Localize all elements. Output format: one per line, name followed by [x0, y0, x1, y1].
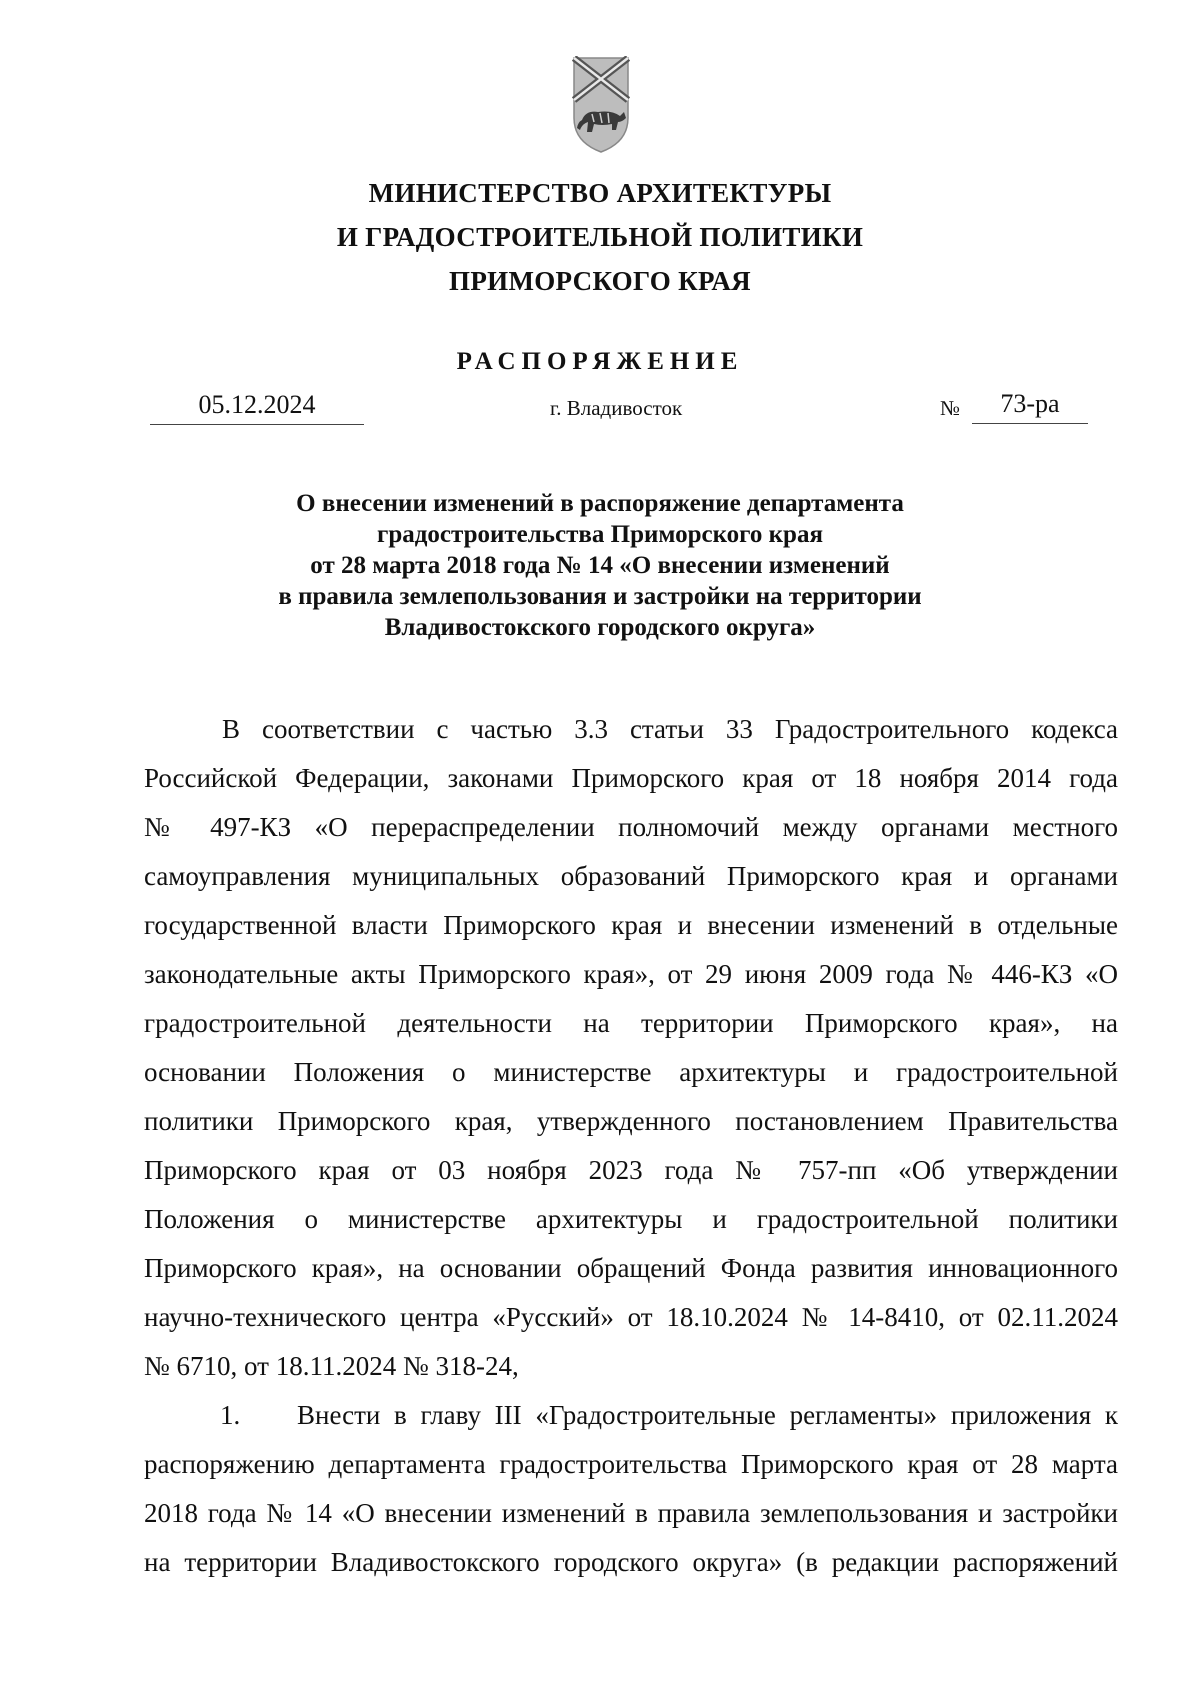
preamble-line: научно-технического центра «Русский» от 18.10.2024 № 14-8410, от 02.11.2024: [144, 1302, 1118, 1332]
document-type: РАСПОРЯЖЕНИЕ: [456, 348, 744, 375]
ministry-name-line-2: И ГРАДОСТРОИТЕЛЬНОЙ ПОЛИТИКИ: [336, 222, 864, 252]
number-sign: №: [940, 396, 961, 420]
preamble-line: градостроительной деятельности на территории Приморского края», на: [144, 1008, 1118, 1038]
preamble-line: Положения о министерстве архитектуры и градостроительной политики: [144, 1204, 1118, 1234]
coat-of-arms-icon: [572, 56, 630, 154]
item-1-number: 1.: [220, 1400, 241, 1430]
document-body: [144, 705, 1118, 1587]
document-city: г. Владивосток: [550, 396, 683, 420]
title-line: О внесении изменений в распоряжение департамента: [296, 490, 904, 517]
preamble-line: Приморского края», на основании обращений Фонда развития инновационного: [144, 1253, 1118, 1283]
preamble-line: Российской Федерации, законами Приморского края от 18 ноября 2014 года: [144, 763, 1118, 793]
item-1-line: распоряжению департамента градостроительства Приморского края от 28 марта: [144, 1449, 1118, 1479]
preamble-line: Приморского края от 03 ноября 2023 года № 757-пп «Об утверждении: [144, 1155, 1118, 1185]
item-1-first-line: [144, 1391, 1118, 1440]
preamble-line: государственной власти Приморского края и внесении изменений в отдельные: [144, 910, 1118, 940]
item-1-line: на территории Владивостокского городского округа» (в редакции распоряжений: [144, 1547, 1118, 1577]
title-line: Владивостокского городского округа»: [384, 614, 816, 641]
document-date: 05.12.2024: [150, 390, 364, 425]
preamble-line: самоуправления муниципальных образований Приморского края и органами: [144, 861, 1118, 891]
document-title: [150, 488, 1050, 643]
title-line: в правила землепользования и застройки на территории: [278, 583, 922, 610]
item-1-line: 2018 года № 14 «О внесении изменений в правила землепользования и застройки: [144, 1498, 1118, 1528]
ministry-name-line-1: МИНИСТЕРСТВО АРХИТЕКТУРЫ: [368, 178, 832, 208]
preamble-line: законодательные акты Приморского края», от 29 июня 2009 года № 446-КЗ «О: [144, 959, 1118, 989]
title-line: градостроительства Приморского края: [377, 521, 823, 548]
preamble-line: политики Приморского края, утвержденного постановлением Правительства: [144, 1106, 1118, 1136]
item-1-text: Внести в главу III «Градостроительные регламенты» приложения к: [297, 1400, 1118, 1430]
preamble-line: № 6710, от 18.11.2024 № 318-24,: [144, 1351, 519, 1381]
preamble-line: № 497-КЗ «О перераспределении полномочий между органами местного: [144, 812, 1118, 842]
preamble-line: В соответствии с частью 3.3 статьи 33 Градостроительного кодекса: [222, 714, 1118, 744]
title-line: от 28 марта 2018 года № 14 «О внесении изменений: [310, 552, 890, 579]
preamble-line: основании Положения о министерстве архитектуры и градостроительной: [144, 1057, 1118, 1087]
ministry-name-line-3: ПРИМОРСКОГО КРАЯ: [449, 266, 751, 296]
document-number: 73-ра: [972, 389, 1088, 424]
